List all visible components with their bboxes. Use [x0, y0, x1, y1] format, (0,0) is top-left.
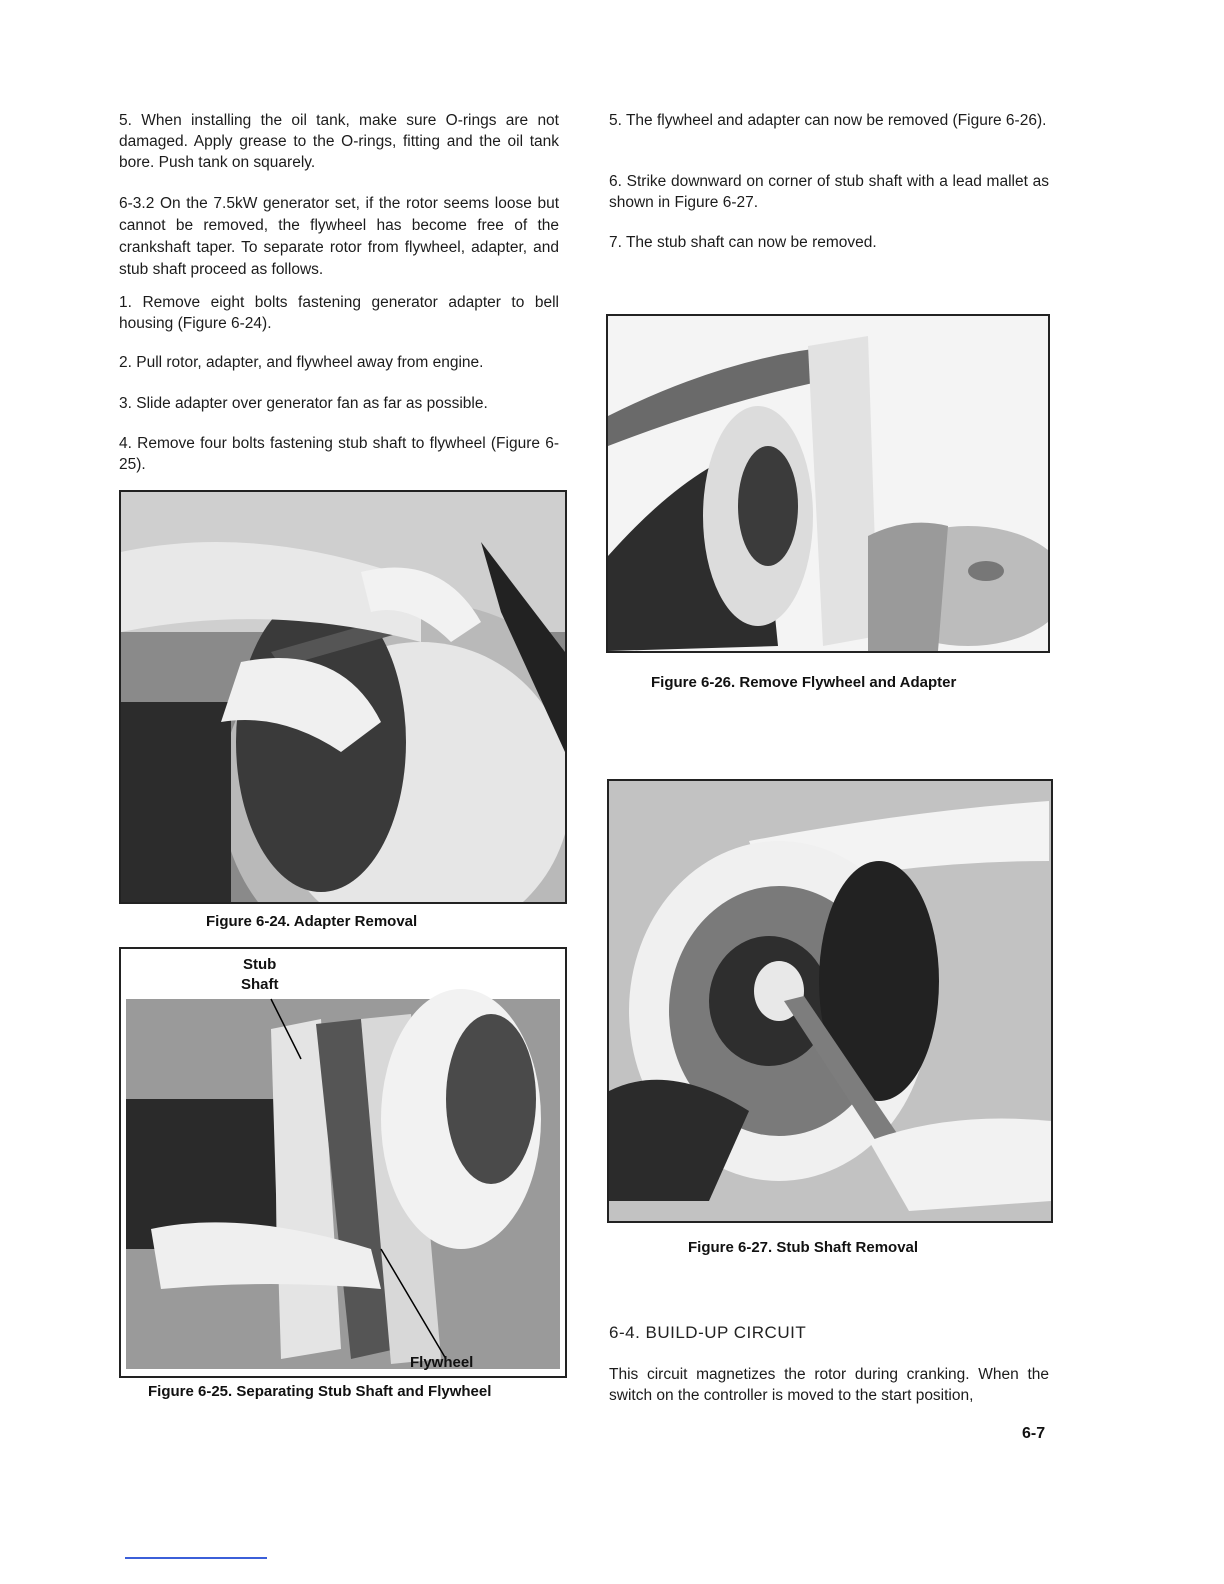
step-4: 4. Remove four bolts fastening stub shaft to flywheel (Figure 6-25).	[119, 435, 559, 473]
label-shaft: Shaft	[241, 976, 279, 993]
figure-6-25-photo	[119, 947, 567, 1378]
step-1: 1. Remove eight bolts fastening generator adapter to bell housing (Figure 6-24).	[119, 294, 559, 332]
label-flywheel: Flywheel	[410, 1354, 474, 1371]
figure-6-27-photo	[607, 779, 1053, 1223]
figure-6-26-caption: Figure 6-26. Remove Flywheel and Adapter	[651, 674, 957, 691]
figure-6-25-caption: Figure 6-25. Separating Stub Shaft and Flywheel	[148, 1383, 492, 1400]
step-2: 2. Pull rotor, adapter, and flywheel away from engine.	[119, 354, 484, 371]
figure-6-24-photo	[119, 490, 567, 904]
figure-6-26-photo	[606, 314, 1050, 653]
section-heading-build-up-circuit: 6-4. BUILD-UP CIRCUIT	[609, 1323, 807, 1342]
figure-6-24-caption: Figure 6-24. Adapter Removal	[206, 913, 418, 930]
step-5: 5. The flywheel and adapter can now be removed (Figure 6-26).	[609, 112, 1047, 129]
paragraph-6-3-2: 6-3.2 On the 7.5kW generator set, if the rotor seems loose but cannot be removed, the flywheel has become free of the crankshaft taper. To separate rotor from flywheel, adapter, and stub shaft proceed as follows.	[119, 195, 559, 278]
page-number: 6-7	[1022, 1425, 1046, 1442]
step-7: 7. The stub shaft can now be removed.	[609, 234, 877, 251]
step-6: 6. Strike downward on corner of stub shaft with a lead mallet as shown in Figure 6-27.	[609, 173, 1049, 211]
label-stub: Stub	[243, 956, 277, 973]
step-3: 3. Slide adapter over generator fan as far as possible.	[119, 395, 488, 412]
section-paragraph: This circuit magnetizes the rotor during cranking. When the switch on the controller is moved to the start position,	[609, 1366, 1049, 1404]
paragraph-oil-tank: 5. When installing the oil tank, make sure O-rings are not damaged. Apply grease to the O-rings, fitting and the oil tank bore. Push tank on squarely.	[119, 112, 559, 171]
figure-6-27-caption: Figure 6-27. Stub Shaft Removal	[688, 1239, 919, 1256]
footer-rule	[125, 1557, 267, 1559]
